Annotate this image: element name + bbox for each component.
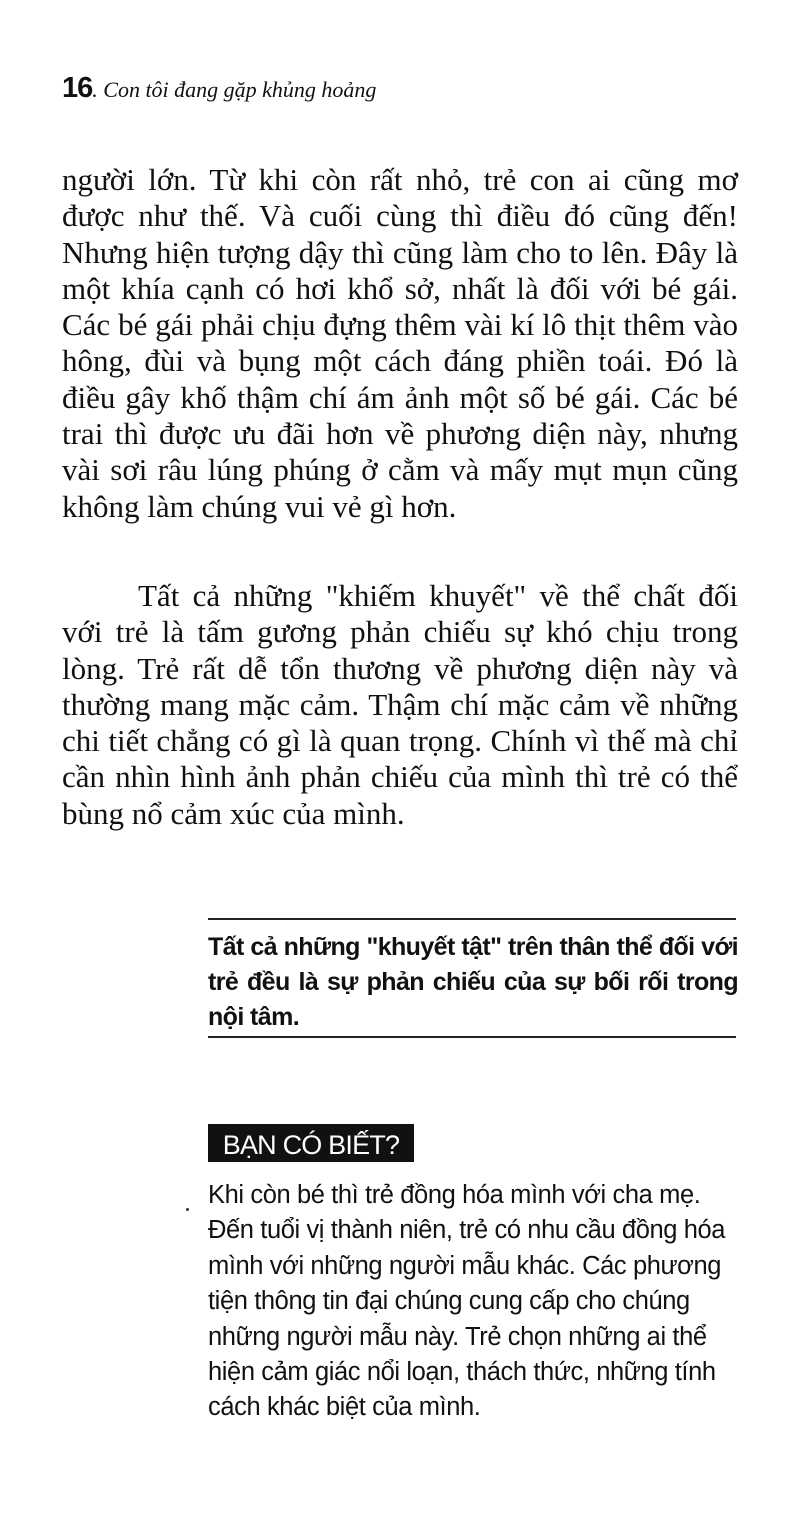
header-separator: . (92, 77, 104, 102)
pull-quote: Tất cả những "khuyết tật" trên thân thể đối với trẻ đều là sự phản chiếu của sự bối rối trong nội tâm. (208, 933, 738, 1031)
did-you-know-text: Khi còn bé thì trẻ đồng hóa mình với cha mẹ. Đến tuổi vị thành niên, trẻ có nhu cầu đồng hóa mình với những người mẫu khác. Các phương tiện thông tin đại chúng cung cấp cho chúng những người mẫu này. Trẻ chọn những ai thể hiện cảm giác nổi loạn, thách thức, những tính cách khác biệt của mình. (208, 1181, 726, 1422)
body-paragraph-1: người lớn. Từ khi còn rất nhỏ, trẻ con ai cũng mơ được như thế. Và cuối cùng thì điều đó cũng đến! Nhưng hiện tượng dậy thì cũng làm cho to lên. Đây là một khía cạnh có hơi khổ sở, nhất là đối với bé gái. Các bé gái phải chịu đựng thêm vài kí lô thịt thêm vào hông, đùi và bụng một cách đáng phiền toái. Đó là điều gây khố thậm chí ám ảnh một số bé gái. Các bé trai thì được ưu đãi hơn về phương diện này, nhưng vài sơi râu lúng phúng ở cằm và mấy mụt mụn cũng không làm chúng vui vẻ gì hơn. (62, 162, 738, 524)
print-speck (186, 1208, 189, 1211)
page-number: 16 (62, 72, 93, 104)
book-title: Con tôi đang gặp khủng hoảng (103, 77, 377, 102)
did-you-know-label: BẠN CÓ BIẾT? (208, 1124, 414, 1162)
running-head (62, 72, 376, 105)
pull-quote-top-rule (208, 918, 736, 920)
body-paragraph-2: Tất cả những "khiếm khuyết" về thể chất đối với trẻ là tấm gương phản chiếu sự khó chịu trong lòng. Trẻ rất dễ tổn thương về phương diện này và thường mang mặc cảm. Thậm chí mặc cảm về những chi tiết chẳng có gì là quan trọng. Chính vì thế mà chỉ cần nhìn hình ảnh phản chiếu của mình thì trẻ có thể bùng nổ cảm xúc của mình. (62, 578, 738, 831)
pull-quote-bottom-rule (208, 1036, 736, 1038)
